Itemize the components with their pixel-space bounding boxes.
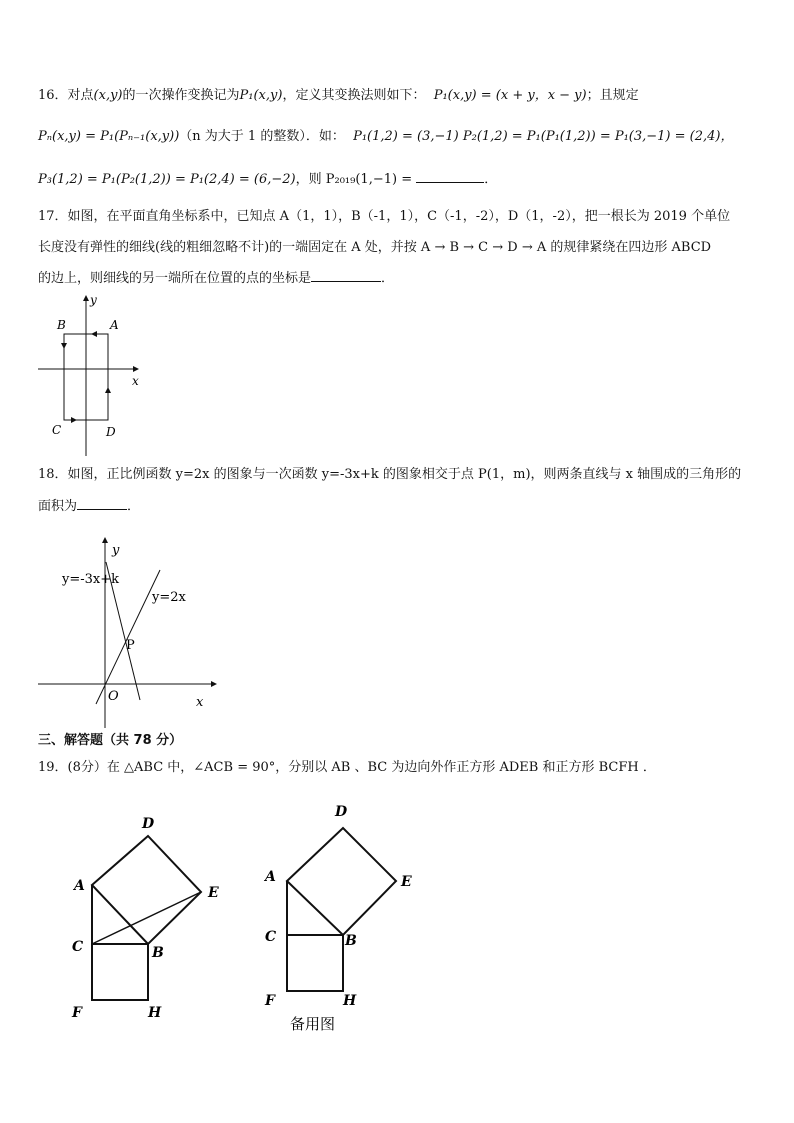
q16-example: P₁(1,2) = (3,−1) P₂(1,2) = P₁(P₁(1,2)) = P₁(3,−1) = (2,4)， <box>353 129 734 144</box>
q16-example-2: P₃(1,2) = P₁(P₂(1,2)) = P₁(2,4) = (6,−2) <box>38 172 296 187</box>
q17-line-3 <box>38 269 394 289</box>
section-heading: 三、解答题（共 78 分） <box>38 733 183 748</box>
square-bcfh <box>287 935 343 991</box>
label-d: D <box>106 425 116 439</box>
label-a: A <box>265 869 276 885</box>
q16-note: （n 为大于 1 的整数）．如： <box>179 129 345 144</box>
label-line1: y=-3x+k <box>62 572 120 587</box>
q18-line-2 <box>38 497 140 517</box>
square-bcfh <box>92 944 148 1000</box>
q17-end: ． <box>381 271 395 286</box>
q16-text: ，定义其变换法则如下： <box>282 88 426 103</box>
label-d: D <box>335 804 348 820</box>
square-adeb <box>287 828 396 935</box>
q17-figure <box>30 292 160 462</box>
segment-ce <box>92 892 201 944</box>
q18-line-1: 18．如图，正比例函数 y=2x 的图象与一次函数 y=-3x+k 的图象相交于点 P(1，m)，则两条直线与 x 轴围成的三角形的 <box>38 467 742 482</box>
q16-op: P₁(x,y) <box>239 88 283 103</box>
q16-point: (x,y) <box>93 88 123 103</box>
q16-answer-blank[interactable] <box>416 170 484 183</box>
q17-line-1: 17．如图，在平面直角坐标系中，已知点 A（1，1），B（-1，1），C（-1，-2），D（1，-2），把一根长为 2019 个单位 <box>38 209 731 224</box>
segment-ab <box>287 881 343 935</box>
label-f: F <box>265 993 275 1009</box>
q16-question: ，则 P₂₀₁₉(1,−1) = <box>295 172 417 187</box>
q16-text: 16．对点 <box>38 88 94 103</box>
label-h: H <box>343 993 357 1009</box>
label-c: C <box>52 423 62 437</box>
q18-figure <box>30 532 230 732</box>
q18-answer-blank[interactable] <box>77 497 127 510</box>
q16-line-2 <box>38 127 733 147</box>
q16-text: 的一次操作变换记为 <box>122 88 240 103</box>
label-x: x <box>132 374 139 388</box>
label-b: B <box>57 318 66 332</box>
label-c: C <box>265 929 277 945</box>
q19-line-1: 19．(8分）在 △ABC 中，∠ACB = 90°，分别以 AB 、BC 为边向外作正方形 ADEB 和正方形 BCFH ． <box>38 760 656 775</box>
label-c: C <box>72 939 84 955</box>
q19-figure-spare <box>255 797 435 1042</box>
label-y: y <box>112 543 120 558</box>
segment-ab <box>92 885 148 944</box>
label-d: D <box>142 816 155 832</box>
label-a: A <box>74 878 85 894</box>
label-p: P <box>126 638 135 653</box>
label-y: y <box>90 293 97 307</box>
q16-text: ；且规定 <box>586 88 639 103</box>
label-line2: y=2x <box>152 590 186 605</box>
spare-figure-caption: 备用图 <box>290 1015 336 1033</box>
label-e: E <box>208 885 219 901</box>
label-b: B <box>152 945 164 961</box>
q16-definition: Pₙ(x,y) = P₁(Pₙ₋₁(x,y)) <box>38 129 180 144</box>
label-e: E <box>401 874 412 890</box>
label-h: H <box>148 1005 162 1021</box>
q17-line-2: 长度没有弹性的细线(线的粗细忽略不计)的一端固定在 A 处，并按 A → B → C → D → A 的规律紧绕在四边形 ABCD <box>38 240 712 255</box>
q17-answer-blank[interactable] <box>311 269 381 282</box>
q18-question: 面积为 <box>38 499 78 514</box>
q19-figure-main <box>60 805 240 1030</box>
label-origin: O <box>108 689 119 704</box>
q18-end: ． <box>127 499 141 514</box>
label-a: A <box>110 318 119 332</box>
q16-end: ． <box>484 172 498 187</box>
label-b: B <box>345 933 357 949</box>
q16-line-3 <box>38 170 497 190</box>
q17-question: 的边上，则细线的另一端所在位置的点的坐标是 <box>38 271 312 286</box>
q16-line-1 <box>38 86 639 106</box>
square-adeb <box>92 836 201 944</box>
label-f: F <box>72 1005 82 1021</box>
label-x: x <box>196 695 204 710</box>
q16-rule: P₁(x,y) = (x + y，x − y) <box>433 88 587 103</box>
